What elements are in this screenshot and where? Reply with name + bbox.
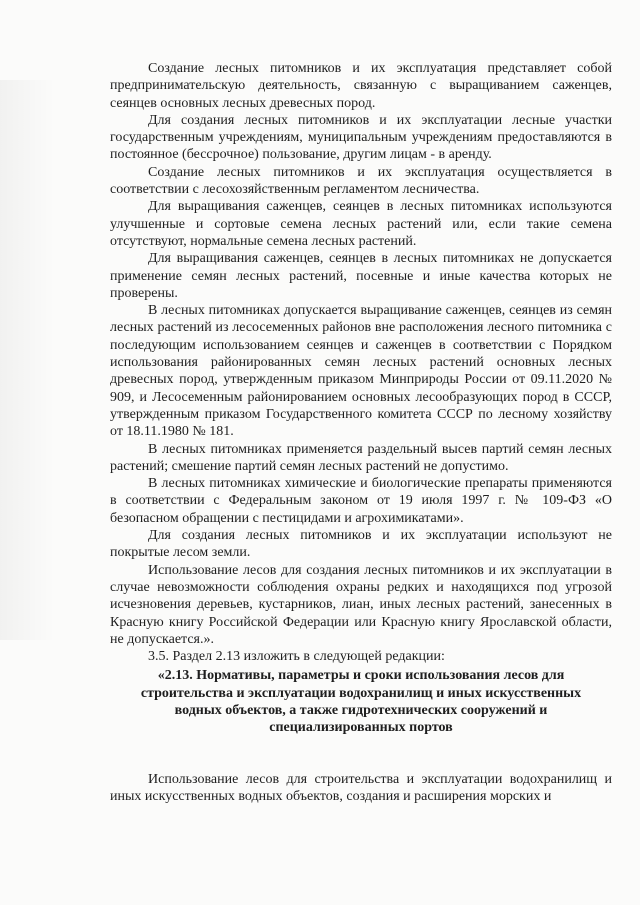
paragraph-4: Для выращивания саженцев, сеянцев в лесных питомниках используются улучшенные и сортовые семена лесных растений или, если такие семена отсутствуют, нормальные семена лесных растений.: [110, 199, 612, 249]
paragraph-3: Создание лесных питомников и их эксплуатация осуществляется в соответствии с лесохозяйственным регламентом лесничества.: [110, 164, 612, 198]
paragraph-10: Использование лесов для создания лесных питомников и их эксплуатации в случае невозможности соблюдения охраны редких и находящихся под угрозой исчезновения деревьев, кустарников, лиан, иных лесных растений, занесенных в Красную книгу Российской Федерации или Красную книгу Ярославской области, не допускается.».: [110, 562, 612, 647]
paragraph-1: Создание лесных питомников и их эксплуатация представляет собой предпринимательскую деятельность, связанную с выращиванием саженцев, сеянцев основных лесных древесных пород.: [110, 61, 612, 111]
scan-shadow: [0, 80, 55, 640]
paragraph-6: В лесных питомниках допускается выращивание саженцев, сеянцев из семян лесных растений из лесосеменных районов вне расположения лесного питомника с последующим использованием сеянцев и саженцев в соответствии с Порядком использования районированных семян лесных растений основных лесных древесных пород, утвержденным приказом Минприроды России от 09.11.2020 № 909, и Лесосеменным районированием основных лесообразующих пород в СССР, утвержденным приказом Государственного комитета СССР по лесному хозяйству от 18.11.1980 № 181.: [110, 303, 612, 440]
section-gap: [110, 737, 612, 771]
section-heading: «2.13. Нормативы, параметры и сроки использования лесов для строительства и эксплуатации водохранилищ и иных искусственных водных объектов, а также гидротехнических сооружений и специализированных портов: [140, 668, 582, 736]
closing-paragraph: Использование лесов для строительства и эксплуатации водохранилищ и иных искусственных водных объектов, создания и расширения морских и: [110, 771, 612, 804]
paragraph-8: В лесных питомниках химические и биологические препараты применяются в соответствии с Федеральным законом от 19 июля 1997 г. № 109-ФЗ «О безопасном обращении с пестицидами и агрохимикатами».: [110, 476, 612, 526]
paragraph-9: Для создания лесных питомников и их эксплуатации используют не покрытые лесом земли.: [110, 528, 612, 561]
document-body: [110, 60, 612, 805]
paragraph-5: Для выращивания саженцев, сеянцев в лесных питомниках не допускается применение семян лесных растений, посевные и иные качества которых не проверены.: [110, 251, 612, 301]
paragraph-7: В лесных питомниках применяется раздельный высев партий семян лесных растений; смешение партий семян лесных растений не допустимо.: [110, 441, 612, 474]
amendment-line: 3.5. Раздел 2.13 изложить в следующей редакции:: [148, 649, 445, 665]
paragraph-2: Для создания лесных питомников и их эксплуатации лесные участки государственным учреждениям, муниципальным учреждениям предоставляются в постоянное (бессрочное) пользование, другим лицам - в аренду.: [110, 112, 612, 163]
